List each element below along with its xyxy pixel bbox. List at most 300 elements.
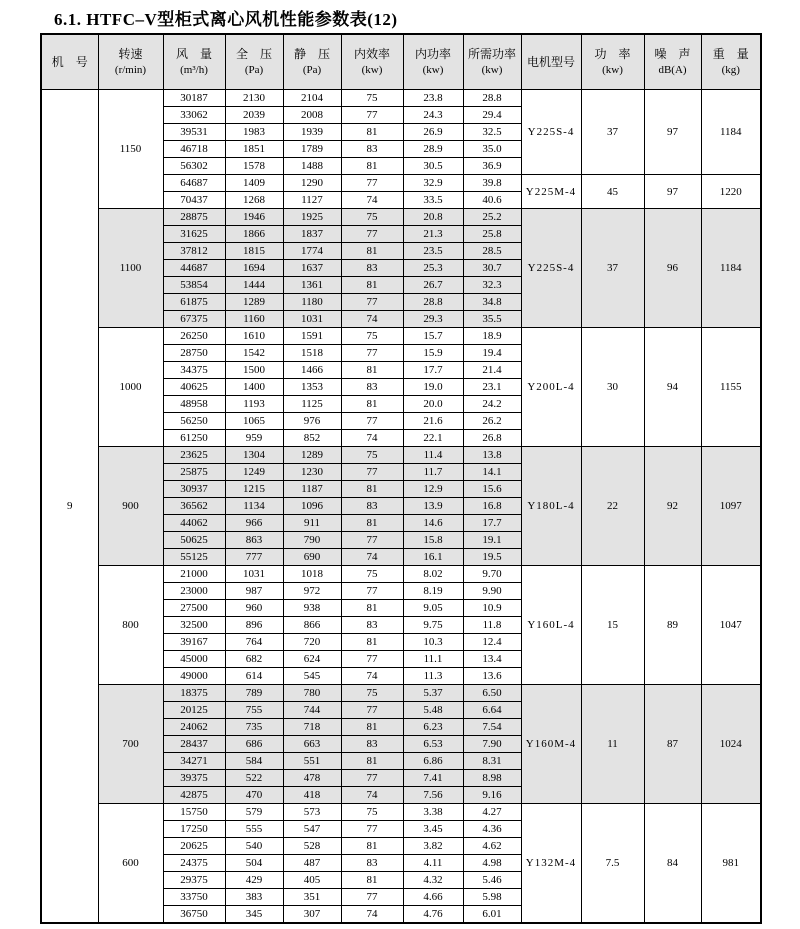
cell-speed: 700	[98, 685, 163, 804]
cell-static-pressure: 1925	[283, 209, 341, 226]
cell-internal-power: 12.9	[403, 481, 463, 498]
cell-internal-power: 19.0	[403, 379, 463, 396]
cell-internal-efficiency: 77	[341, 107, 403, 124]
cell-total-pressure: 1289	[225, 294, 283, 311]
cell-internal-power: 33.5	[403, 192, 463, 209]
cell-static-pressure: 1230	[283, 464, 341, 481]
cell-airflow: 27500	[163, 600, 225, 617]
cell-motor-power: 15	[581, 566, 644, 685]
cell-internal-efficiency: 81	[341, 158, 403, 175]
cell-internal-efficiency: 81	[341, 719, 403, 736]
cell-total-pressure: 584	[225, 753, 283, 770]
cell-weight: 1184	[701, 90, 761, 175]
cell-airflow: 15750	[163, 804, 225, 821]
cell-total-pressure: 345	[225, 906, 283, 924]
cell-internal-efficiency: 83	[341, 617, 403, 634]
cell-weight: 1184	[701, 209, 761, 328]
cell-total-pressure: 1304	[225, 447, 283, 464]
cell-noise: 84	[644, 804, 701, 924]
cell-required-power: 6.50	[463, 685, 521, 702]
cell-required-power: 35.5	[463, 311, 521, 328]
header-internal-efficiency: 内效率 (kw)	[341, 34, 403, 90]
cell-internal-efficiency: 83	[341, 260, 403, 277]
cell-required-power: 18.9	[463, 328, 521, 345]
cell-static-pressure: 663	[283, 736, 341, 753]
cell-airflow: 56250	[163, 413, 225, 430]
cell-total-pressure: 522	[225, 770, 283, 787]
cell-static-pressure: 351	[283, 889, 341, 906]
cell-total-pressure: 383	[225, 889, 283, 906]
cell-airflow: 39167	[163, 634, 225, 651]
cell-total-pressure: 1160	[225, 311, 283, 328]
cell-internal-efficiency: 81	[341, 396, 403, 413]
cell-internal-efficiency: 74	[341, 311, 403, 328]
cell-required-power: 32.5	[463, 124, 521, 141]
cell-internal-efficiency: 75	[341, 90, 403, 107]
cell-internal-power: 11.3	[403, 668, 463, 685]
cell-airflow: 32500	[163, 617, 225, 634]
cell-total-pressure: 2130	[225, 90, 283, 107]
cell-required-power: 32.3	[463, 277, 521, 294]
cell-total-pressure: 1500	[225, 362, 283, 379]
cell-total-pressure: 735	[225, 719, 283, 736]
cell-airflow: 20125	[163, 702, 225, 719]
cell-internal-efficiency: 81	[341, 634, 403, 651]
cell-internal-power: 5.48	[403, 702, 463, 719]
cell-internal-efficiency: 77	[341, 702, 403, 719]
cell-static-pressure: 487	[283, 855, 341, 872]
table-row	[41, 328, 761, 345]
cell-internal-power: 11.7	[403, 464, 463, 481]
cell-noise: 87	[644, 685, 701, 804]
header-weight: 重 量 (kg)	[701, 34, 761, 90]
header-motor-power: 功 率 (kw)	[581, 34, 644, 90]
cell-internal-power: 6.23	[403, 719, 463, 736]
cell-total-pressure: 959	[225, 430, 283, 447]
cell-required-power: 6.01	[463, 906, 521, 924]
cell-static-pressure: 1180	[283, 294, 341, 311]
cell-required-power: 8.31	[463, 753, 521, 770]
cell-airflow: 25875	[163, 464, 225, 481]
cell-airflow: 42875	[163, 787, 225, 804]
cell-total-pressure: 1851	[225, 141, 283, 158]
cell-internal-efficiency: 75	[341, 566, 403, 583]
cell-total-pressure: 1444	[225, 277, 283, 294]
cell-required-power: 6.64	[463, 702, 521, 719]
header-airflow: 风 量 (m³/h)	[163, 34, 225, 90]
cell-internal-efficiency: 81	[341, 481, 403, 498]
cell-internal-efficiency: 83	[341, 141, 403, 158]
cell-internal-power: 26.7	[403, 277, 463, 294]
header-speed: 转速 (r/min)	[98, 34, 163, 90]
cell-required-power: 24.2	[463, 396, 521, 413]
cell-motor-power: 45	[581, 175, 644, 209]
cell-internal-efficiency: 75	[341, 804, 403, 821]
cell-total-pressure: 960	[225, 600, 283, 617]
cell-total-pressure: 1249	[225, 464, 283, 481]
cell-total-pressure: 504	[225, 855, 283, 872]
cell-internal-efficiency: 81	[341, 753, 403, 770]
cell-internal-efficiency: 75	[341, 447, 403, 464]
cell-required-power: 19.1	[463, 532, 521, 549]
cell-static-pressure: 307	[283, 906, 341, 924]
cell-internal-efficiency: 81	[341, 124, 403, 141]
cell-total-pressure: 1694	[225, 260, 283, 277]
cell-internal-efficiency: 75	[341, 328, 403, 345]
cell-weight: 1047	[701, 566, 761, 685]
cell-internal-efficiency: 81	[341, 362, 403, 379]
cell-required-power: 4.36	[463, 821, 521, 838]
cell-internal-power: 22.1	[403, 430, 463, 447]
cell-total-pressure: 1542	[225, 345, 283, 362]
cell-static-pressure: 1837	[283, 226, 341, 243]
cell-internal-efficiency: 74	[341, 430, 403, 447]
cell-motor-model: Y132M-4	[521, 804, 581, 924]
cell-total-pressure: 755	[225, 702, 283, 719]
cell-static-pressure: 972	[283, 583, 341, 600]
table-row	[41, 209, 761, 226]
cell-required-power: 40.6	[463, 192, 521, 209]
cell-internal-power: 9.75	[403, 617, 463, 634]
header-row	[41, 34, 761, 90]
cell-total-pressure: 1946	[225, 209, 283, 226]
cell-internal-efficiency: 83	[341, 855, 403, 872]
cell-total-pressure: 540	[225, 838, 283, 855]
header-motor-model: 电机型号	[521, 34, 581, 90]
cell-airflow: 44687	[163, 260, 225, 277]
cell-internal-power: 3.82	[403, 838, 463, 855]
cell-weight: 1220	[701, 175, 761, 209]
cell-static-pressure: 545	[283, 668, 341, 685]
cell-airflow: 61250	[163, 430, 225, 447]
cell-required-power: 8.98	[463, 770, 521, 787]
cell-required-power: 13.6	[463, 668, 521, 685]
header-required-power: 所需功率 (kw)	[463, 34, 521, 90]
cell-airflow: 48958	[163, 396, 225, 413]
cell-speed: 1000	[98, 328, 163, 447]
cell-internal-efficiency: 74	[341, 668, 403, 685]
cell-required-power: 7.54	[463, 719, 521, 736]
cell-internal-efficiency: 75	[341, 209, 403, 226]
cell-internal-efficiency: 77	[341, 226, 403, 243]
cell-airflow: 18375	[163, 685, 225, 702]
cell-airflow: 39375	[163, 770, 225, 787]
cell-internal-power: 29.3	[403, 311, 463, 328]
cell-airflow: 36562	[163, 498, 225, 515]
cell-total-pressure: 429	[225, 872, 283, 889]
cell-required-power: 5.98	[463, 889, 521, 906]
cell-static-pressure: 478	[283, 770, 341, 787]
cell-static-pressure: 976	[283, 413, 341, 430]
cell-static-pressure: 790	[283, 532, 341, 549]
cell-static-pressure: 720	[283, 634, 341, 651]
cell-motor-model: Y200L-4	[521, 328, 581, 447]
cell-total-pressure: 1065	[225, 413, 283, 430]
cell-static-pressure: 1353	[283, 379, 341, 396]
cell-internal-power: 23.8	[403, 90, 463, 107]
cell-noise: 89	[644, 566, 701, 685]
cell-internal-efficiency: 83	[341, 379, 403, 396]
cell-airflow: 26250	[163, 328, 225, 345]
cell-static-pressure: 1591	[283, 328, 341, 345]
cell-static-pressure: 852	[283, 430, 341, 447]
cell-total-pressure: 789	[225, 685, 283, 702]
cell-airflow: 20625	[163, 838, 225, 855]
cell-internal-power: 3.45	[403, 821, 463, 838]
cell-required-power: 19.4	[463, 345, 521, 362]
cell-weight: 1155	[701, 328, 761, 447]
cell-total-pressure: 470	[225, 787, 283, 804]
cell-static-pressure: 1789	[283, 141, 341, 158]
cell-static-pressure: 1127	[283, 192, 341, 209]
cell-internal-efficiency: 81	[341, 838, 403, 855]
cell-internal-power: 20.8	[403, 209, 463, 226]
cell-static-pressure: 718	[283, 719, 341, 736]
header-internal-power: 内功率 (kw)	[403, 34, 463, 90]
header-static-pressure: 静 压 (Pa)	[283, 34, 341, 90]
cell-airflow: 28875	[163, 209, 225, 226]
cell-noise: 97	[644, 175, 701, 209]
cell-required-power: 10.9	[463, 600, 521, 617]
cell-required-power: 26.8	[463, 430, 521, 447]
cell-required-power: 9.16	[463, 787, 521, 804]
cell-airflow: 61875	[163, 294, 225, 311]
cell-static-pressure: 780	[283, 685, 341, 702]
cell-static-pressure: 1125	[283, 396, 341, 413]
cell-required-power: 13.4	[463, 651, 521, 668]
cell-total-pressure: 863	[225, 532, 283, 549]
cell-motor-model: Y225M-4	[521, 175, 581, 209]
cell-internal-efficiency: 77	[341, 294, 403, 311]
cell-airflow: 37812	[163, 243, 225, 260]
cell-required-power: 4.27	[463, 804, 521, 821]
cell-internal-efficiency: 81	[341, 600, 403, 617]
cell-required-power: 13.8	[463, 447, 521, 464]
cell-static-pressure: 866	[283, 617, 341, 634]
cell-required-power: 28.8	[463, 90, 521, 107]
cell-total-pressure: 555	[225, 821, 283, 838]
cell-internal-power: 11.4	[403, 447, 463, 464]
cell-internal-efficiency: 74	[341, 906, 403, 924]
cell-total-pressure: 777	[225, 549, 283, 566]
cell-required-power: 17.7	[463, 515, 521, 532]
cell-required-power: 29.4	[463, 107, 521, 124]
cell-airflow: 33750	[163, 889, 225, 906]
cell-internal-power: 5.37	[403, 685, 463, 702]
cell-required-power: 39.8	[463, 175, 521, 192]
cell-static-pressure: 744	[283, 702, 341, 719]
cell-motor-power: 37	[581, 90, 644, 175]
cell-static-pressure: 1774	[283, 243, 341, 260]
cell-motor-model: Y160L-4	[521, 566, 581, 685]
cell-required-power: 9.70	[463, 566, 521, 583]
cell-airflow: 44062	[163, 515, 225, 532]
cell-static-pressure: 690	[283, 549, 341, 566]
cell-internal-power: 9.05	[403, 600, 463, 617]
cell-airflow: 31625	[163, 226, 225, 243]
header-noise: 噪 声 dB(A)	[644, 34, 701, 90]
cell-total-pressure: 682	[225, 651, 283, 668]
cell-speed: 800	[98, 566, 163, 685]
cell-speed: 1100	[98, 209, 163, 328]
cell-airflow: 64687	[163, 175, 225, 192]
cell-internal-power: 23.5	[403, 243, 463, 260]
cell-total-pressure: 686	[225, 736, 283, 753]
cell-internal-power: 15.7	[403, 328, 463, 345]
cell-airflow: 28750	[163, 345, 225, 362]
cell-motor-model: Y160M-4	[521, 685, 581, 804]
cell-static-pressure: 551	[283, 753, 341, 770]
cell-static-pressure: 911	[283, 515, 341, 532]
cell-static-pressure: 1361	[283, 277, 341, 294]
table-row	[41, 90, 761, 107]
cell-airflow: 30187	[163, 90, 225, 107]
cell-internal-efficiency: 77	[341, 651, 403, 668]
table-header	[41, 34, 761, 90]
cell-airflow: 67375	[163, 311, 225, 328]
cell-internal-efficiency: 77	[341, 821, 403, 838]
cell-airflow: 49000	[163, 668, 225, 685]
table-row	[41, 685, 761, 702]
cell-required-power: 16.8	[463, 498, 521, 515]
cell-internal-power: 8.19	[403, 583, 463, 600]
cell-motor-model: Y225S-4	[521, 90, 581, 175]
cell-airflow: 56302	[163, 158, 225, 175]
cell-internal-power: 4.76	[403, 906, 463, 924]
cell-static-pressure: 1518	[283, 345, 341, 362]
cell-required-power: 34.8	[463, 294, 521, 311]
cell-internal-power: 28.9	[403, 141, 463, 158]
table-row	[41, 566, 761, 583]
cell-required-power: 12.4	[463, 634, 521, 651]
cell-noise: 97	[644, 90, 701, 175]
cell-internal-power: 8.02	[403, 566, 463, 583]
cell-static-pressure: 547	[283, 821, 341, 838]
cell-total-pressure: 1400	[225, 379, 283, 396]
cell-internal-efficiency: 77	[341, 413, 403, 430]
cell-internal-efficiency: 77	[341, 345, 403, 362]
cell-airflow: 30937	[163, 481, 225, 498]
cell-airflow: 36750	[163, 906, 225, 924]
cell-internal-power: 20.0	[403, 396, 463, 413]
fan-performance-table	[40, 33, 762, 924]
cell-required-power: 7.90	[463, 736, 521, 753]
cell-airflow: 23625	[163, 447, 225, 464]
cell-motor-power: 11	[581, 685, 644, 804]
cell-airflow: 21000	[163, 566, 225, 583]
cell-airflow: 24062	[163, 719, 225, 736]
cell-internal-power: 24.3	[403, 107, 463, 124]
cell-total-pressure: 1578	[225, 158, 283, 175]
cell-total-pressure: 1031	[225, 566, 283, 583]
cell-airflow: 55125	[163, 549, 225, 566]
cell-internal-efficiency: 81	[341, 515, 403, 532]
cell-required-power: 35.0	[463, 141, 521, 158]
cell-required-power: 9.90	[463, 583, 521, 600]
cell-required-power: 15.6	[463, 481, 521, 498]
cell-internal-power: 17.7	[403, 362, 463, 379]
cell-airflow: 29375	[163, 872, 225, 889]
cell-required-power: 11.8	[463, 617, 521, 634]
cell-internal-efficiency: 83	[341, 736, 403, 753]
cell-motor-power: 7.5	[581, 804, 644, 924]
cell-airflow: 50625	[163, 532, 225, 549]
cell-internal-power: 26.9	[403, 124, 463, 141]
cell-static-pressure: 405	[283, 872, 341, 889]
cell-internal-power: 21.6	[403, 413, 463, 430]
cell-noise: 94	[644, 328, 701, 447]
cell-internal-efficiency: 77	[341, 770, 403, 787]
cell-motor-power: 30	[581, 328, 644, 447]
cell-internal-power: 28.8	[403, 294, 463, 311]
cell-internal-efficiency: 77	[341, 175, 403, 192]
cell-internal-efficiency: 77	[341, 532, 403, 549]
cell-static-pressure: 1018	[283, 566, 341, 583]
cell-internal-power: 3.38	[403, 804, 463, 821]
cell-static-pressure: 1031	[283, 311, 341, 328]
cell-required-power: 28.5	[463, 243, 521, 260]
cell-motor-power: 22	[581, 447, 644, 566]
cell-airflow: 28437	[163, 736, 225, 753]
cell-airflow: 45000	[163, 651, 225, 668]
cell-internal-power: 30.5	[403, 158, 463, 175]
cell-total-pressure: 764	[225, 634, 283, 651]
table-row	[41, 804, 761, 821]
cell-internal-efficiency: 74	[341, 549, 403, 566]
cell-required-power: 25.2	[463, 209, 521, 226]
cell-motor-model: Y180L-4	[521, 447, 581, 566]
cell-total-pressure: 1610	[225, 328, 283, 345]
cell-internal-power: 11.1	[403, 651, 463, 668]
cell-total-pressure: 1983	[225, 124, 283, 141]
cell-noise: 92	[644, 447, 701, 566]
cell-internal-power: 15.9	[403, 345, 463, 362]
cell-weight: 981	[701, 804, 761, 924]
cell-static-pressure: 1637	[283, 260, 341, 277]
cell-internal-efficiency: 77	[341, 583, 403, 600]
cell-total-pressure: 1815	[225, 243, 283, 260]
cell-total-pressure: 579	[225, 804, 283, 821]
cell-internal-power: 6.53	[403, 736, 463, 753]
header-total-pressure: 全 压 (Pa)	[225, 34, 283, 90]
cell-airflow: 70437	[163, 192, 225, 209]
cell-internal-efficiency: 81	[341, 277, 403, 294]
cell-required-power: 23.1	[463, 379, 521, 396]
cell-required-power: 4.98	[463, 855, 521, 872]
cell-static-pressure: 2008	[283, 107, 341, 124]
cell-motor-power: 37	[581, 209, 644, 328]
cell-internal-power: 7.41	[403, 770, 463, 787]
cell-airflow: 34375	[163, 362, 225, 379]
cell-total-pressure: 1268	[225, 192, 283, 209]
cell-total-pressure: 966	[225, 515, 283, 532]
cell-speed: 1150	[98, 90, 163, 209]
cell-required-power: 25.8	[463, 226, 521, 243]
cell-internal-power: 10.3	[403, 634, 463, 651]
cell-internal-power: 13.9	[403, 498, 463, 515]
cell-required-power: 14.1	[463, 464, 521, 481]
cell-total-pressure: 896	[225, 617, 283, 634]
cell-internal-power: 7.56	[403, 787, 463, 804]
cell-static-pressure: 1939	[283, 124, 341, 141]
cell-weight: 1097	[701, 447, 761, 566]
cell-static-pressure: 1290	[283, 175, 341, 192]
cell-static-pressure: 1289	[283, 447, 341, 464]
cell-airflow: 33062	[163, 107, 225, 124]
cell-internal-power: 4.32	[403, 872, 463, 889]
cell-total-pressure: 987	[225, 583, 283, 600]
page-title: 6.1. HTFC–V型柜式离心风机性能参数表(12)	[54, 10, 398, 29]
